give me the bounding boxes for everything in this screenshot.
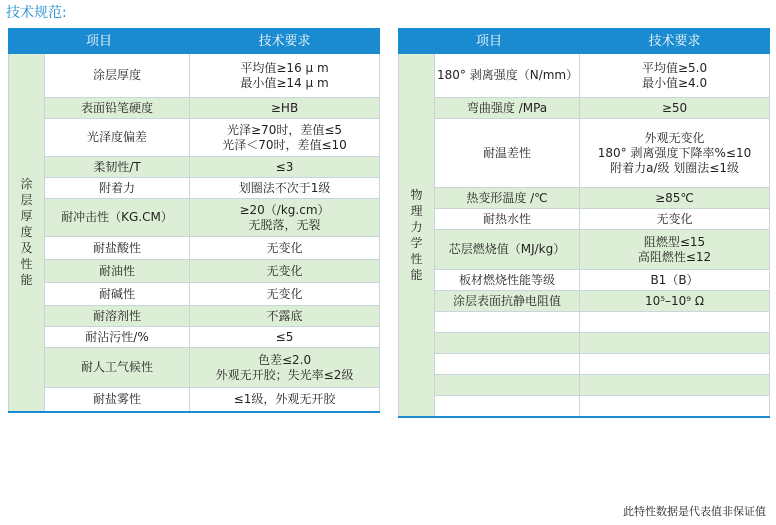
requirement-line: 无变化 <box>266 286 303 301</box>
requirement-line: 阻燃型≤15 <box>643 234 706 249</box>
table-row <box>399 396 770 417</box>
requirement-line: 高阻燃性≤12 <box>637 249 712 264</box>
table-row <box>9 119 380 157</box>
item-cell: 涂层厚度 <box>45 54 190 98</box>
item-cell: 耐碱性 <box>45 283 190 306</box>
right-spec-table <box>398 28 770 418</box>
requirement-cell <box>190 327 380 348</box>
group-label-text: 涂层厚度及性能 <box>20 177 33 288</box>
item-cell: 涂层表面抗静电阻值 <box>435 291 580 312</box>
left-spec-table <box>8 28 380 413</box>
requirement-line: ≤3 <box>275 159 294 174</box>
requirement-line: 色差≤2.0 <box>257 352 312 367</box>
item-cell: 热变形温度 /℃ <box>435 188 580 209</box>
item-cell: 耐溶剂性 <box>45 306 190 327</box>
item-cell: 耐冲击性（KG.CM） <box>45 199 190 237</box>
item-cell <box>435 312 580 333</box>
requirement-cell <box>190 260 380 283</box>
requirement-line: 划圈法不次于1级 <box>238 180 331 195</box>
item-cell: 耐温差性 <box>435 119 580 188</box>
requirement-line: 无变化 <box>266 263 303 278</box>
header-requirement: 技术要求 <box>190 29 380 54</box>
requirement-line: 最小值≥4.0 <box>641 75 708 90</box>
item-cell: 光泽度偏差 <box>45 119 190 157</box>
requirement-line: ≤5 <box>275 329 294 344</box>
table-row <box>399 188 770 209</box>
table-row <box>9 157 380 178</box>
table-row <box>399 354 770 375</box>
item-cell: 柔韧性/T <box>45 157 190 178</box>
requirement-line: ≥20（/kg.cm） <box>239 202 330 217</box>
requirement-line: 无变化 <box>266 240 303 255</box>
group-label <box>399 54 435 417</box>
requirement-line: 平均值≥16 μ m <box>240 60 329 75</box>
header-item: 项目 <box>9 29 190 54</box>
table-row <box>9 237 380 260</box>
item-cell: 附着力 <box>45 178 190 199</box>
item-cell: 表面铅笔硬度 <box>45 98 190 119</box>
item-cell: 180° 剥离强度（N/mm） <box>435 54 580 98</box>
requirement-cell <box>580 396 770 417</box>
requirement-cell <box>190 199 380 237</box>
table-row <box>399 230 770 270</box>
item-cell: 耐热水性 <box>435 209 580 230</box>
group-label-text: 物理力学性能 <box>410 187 423 282</box>
item-cell <box>435 375 580 396</box>
requirement-cell <box>580 230 770 270</box>
requirement-line: 光泽≥70时，差值≤5 <box>227 122 343 137</box>
item-cell: 耐盐雾性 <box>45 388 190 412</box>
table-row <box>9 348 380 388</box>
requirement-cell <box>190 157 380 178</box>
requirement-cell <box>580 354 770 375</box>
item-cell: 耐人工气候性 <box>45 348 190 388</box>
table-row <box>9 178 380 199</box>
table-row <box>399 312 770 333</box>
requirement-line: 10⁵–10⁹ Ω <box>644 293 705 308</box>
requirement-cell <box>580 312 770 333</box>
requirement-cell <box>580 291 770 312</box>
requirement-line: 最小值≥14 μ m <box>240 75 329 90</box>
requirement-line: ≤1级，外观无开胶 <box>233 391 336 406</box>
table-row <box>9 199 380 237</box>
table-row <box>399 98 770 119</box>
table-row <box>9 98 380 119</box>
table-row <box>9 388 380 412</box>
requirement-cell <box>580 333 770 354</box>
requirement-line: B1（B） <box>650 272 699 287</box>
table-row <box>399 333 770 354</box>
item-cell: 芯层燃烧值（MJ/kg） <box>435 230 580 270</box>
item-cell <box>435 396 580 417</box>
requirement-cell <box>190 178 380 199</box>
header-requirement: 技术要求 <box>580 29 770 54</box>
table-row <box>399 375 770 396</box>
requirement-cell <box>580 54 770 98</box>
requirement-line: ≥50 <box>661 100 688 115</box>
requirement-cell <box>190 306 380 327</box>
table-row <box>399 291 770 312</box>
item-cell <box>435 354 580 375</box>
requirement-cell <box>580 98 770 119</box>
table-row <box>9 260 380 283</box>
requirement-cell <box>190 54 380 98</box>
requirement-cell <box>190 348 380 388</box>
requirement-line: 不露底 <box>266 308 303 323</box>
requirement-line: 外观无变化 <box>644 130 705 145</box>
section-title: 技术规范: <box>6 5 67 21</box>
requirement-line: ≥HB <box>270 100 299 115</box>
table-row <box>9 306 380 327</box>
table-row <box>399 119 770 188</box>
requirement-line: 光泽＜70时，差值≤10 <box>222 137 347 152</box>
requirement-cell <box>190 283 380 306</box>
requirement-cell <box>190 237 380 260</box>
table-row <box>9 327 380 348</box>
item-cell: 板材燃烧性能等级 <box>435 270 580 291</box>
requirement-line: 外观无开胶；失光率≤2级 <box>215 367 354 382</box>
requirement-cell <box>580 270 770 291</box>
table-row <box>9 283 380 306</box>
requirement-cell <box>190 388 380 412</box>
requirement-line: 无脱落，无裂 <box>248 217 321 232</box>
item-cell: 耐油性 <box>45 260 190 283</box>
requirement-line: 附着力a/级 划圈法≤1级 <box>610 160 739 175</box>
requirement-line: 180° 剥离强度下降率%≤10 <box>597 145 752 160</box>
table-row <box>9 54 380 98</box>
table-row <box>399 270 770 291</box>
requirement-line: 平均值≥5.0 <box>641 60 708 75</box>
item-cell <box>435 333 580 354</box>
requirement-cell <box>580 188 770 209</box>
table-row <box>399 209 770 230</box>
footnote: 此特性数据是代表值非保证值 <box>623 505 766 518</box>
requirement-line: 无变化 <box>656 211 693 226</box>
group-label <box>9 54 45 412</box>
table-row <box>399 54 770 98</box>
item-cell: 耐沾污性/% <box>45 327 190 348</box>
requirement-cell <box>580 375 770 396</box>
requirement-line: ≥85℃ <box>655 190 694 205</box>
header-item: 项目 <box>399 29 580 54</box>
requirement-cell <box>580 209 770 230</box>
requirement-cell <box>190 98 380 119</box>
item-cell: 弯曲强度 /MPa <box>435 98 580 119</box>
item-cell: 耐盐酸性 <box>45 237 190 260</box>
requirement-cell <box>190 119 380 157</box>
requirement-cell <box>580 119 770 188</box>
